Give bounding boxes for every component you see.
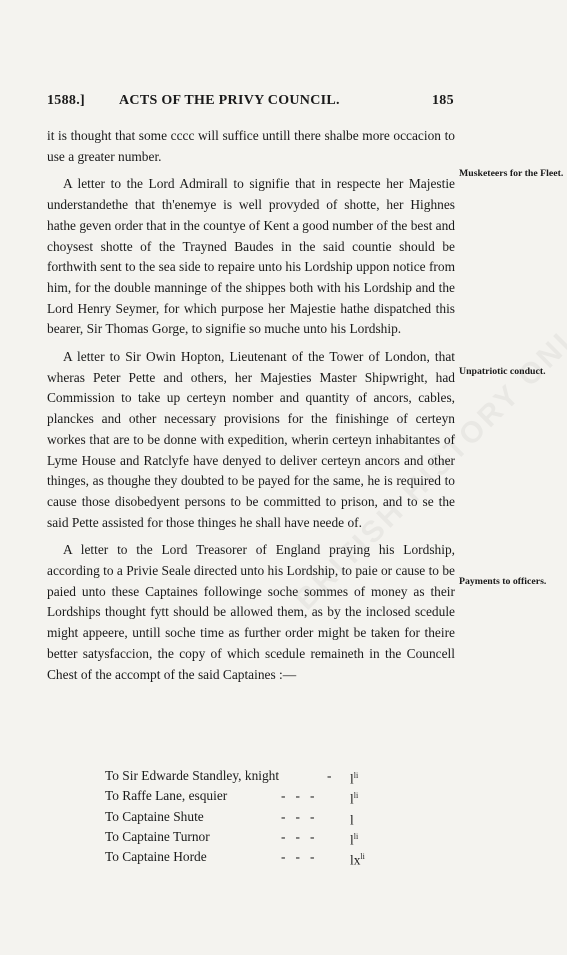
payment-amount: $l^{li}$ <box>350 791 359 807</box>
payment-row <box>105 807 425 827</box>
payment-dash: - - - <box>281 788 315 804</box>
payment-amount: $lx^{li}$ <box>350 852 365 868</box>
payment-dash: - - - <box>281 808 315 824</box>
payment-name: To Raffe Lane, esquier <box>105 788 228 804</box>
running-header <box>0 93 567 113</box>
header-year: 1588.] <box>47 93 85 108</box>
payment-dash: - - - <box>281 849 315 865</box>
paragraph-continuation: it is thought that some cccc will suffice untill there shalbe more occacion to use a greater number. <box>47 128 455 164</box>
payment-row <box>105 847 425 867</box>
payment-row <box>105 827 425 847</box>
margin-note-payments: Payments to officers. <box>459 576 547 587</box>
payment-amount: $l^{li}$ <box>350 771 359 787</box>
payment-amount: l <box>350 812 354 828</box>
margin-note-musketeers: Musketeers for the Fleet. <box>459 168 564 179</box>
payment-name: To Captaine Horde <box>105 849 207 865</box>
paragraph-lord-treasorer: A letter to the Lord Treasorer of England praying his Lordship, according to a Privie Seale directed unto his Lordship, to paie or cause to be paied unto these Captaines followinge soche sommes of money as their Lordships thought fytt should be allowed them, as by the inclosed scedule might appeere, untill soche time as further order might be taken for theire better satysfaccion, the copy of which scedule remaineth in the Councell Chest of the accompt of the said Captaines :— <box>47 542 455 682</box>
payment-amount: $l^{li}$ <box>350 831 359 848</box>
header-title: ACTS OF THE PRIVY COUNCIL. <box>119 93 340 108</box>
payment-row <box>105 766 425 786</box>
margin-note-unpatriotic: Unpatriotic conduct. <box>459 366 546 377</box>
paragraph-owin-hopton: A letter to Sir Owin Hopton, Lieutenant of the Tower of London, that wheras Peter Pette and others, her Majesties Master Shipwright, had Commission to take up certeyn nomber and quantity of ancors, cables, planckes and other necessary provisions for the finishinge of certeyn workes that are to be donne with expedition, wherin certeyn inhabitantes of Lyme House and Ratclyfe have denyed to deliver certeyn ancors and other thinges, as thoughe they doubted to be payed for the same, he is required to cause those disobedyent persons to be committed to prison, and to se the said Pette assisted for those thinges he shall have neede of. <box>47 349 455 530</box>
payment-schedule <box>105 766 425 867</box>
page-number: 185 <box>432 93 454 108</box>
payment-dash: - - - <box>281 828 315 844</box>
paragraph-lord-admirall: A letter to the Lord Admirall to signifie that in respecte her Majestie understandethe that th'enemye is well provyded of shotte, her Highnes hathe geven order that in the countye of Kent a good number of the best and choysest shotte of the Trayned Baudes in the said countie should be forthwith sent to the sea side to repaire unto his Lordship uppon notice from him, for the double manninge of the shippes both with his Lordship and the Lord Henry Seymer, for which purpose her Majestie hathe dispatched this bearer, Sir Thomas Gorge, to signifie so muche unto his Lordship. <box>47 176 455 337</box>
payment-name: To Captaine Turnor <box>105 828 210 844</box>
payment-dash: - <box>327 768 332 783</box>
body-text <box>47 126 455 685</box>
payment-name: To Captaine Shute <box>105 808 204 824</box>
payment-name: To Sir Edwarde Standley, knight <box>105 768 280 783</box>
payment-row <box>105 786 425 806</box>
